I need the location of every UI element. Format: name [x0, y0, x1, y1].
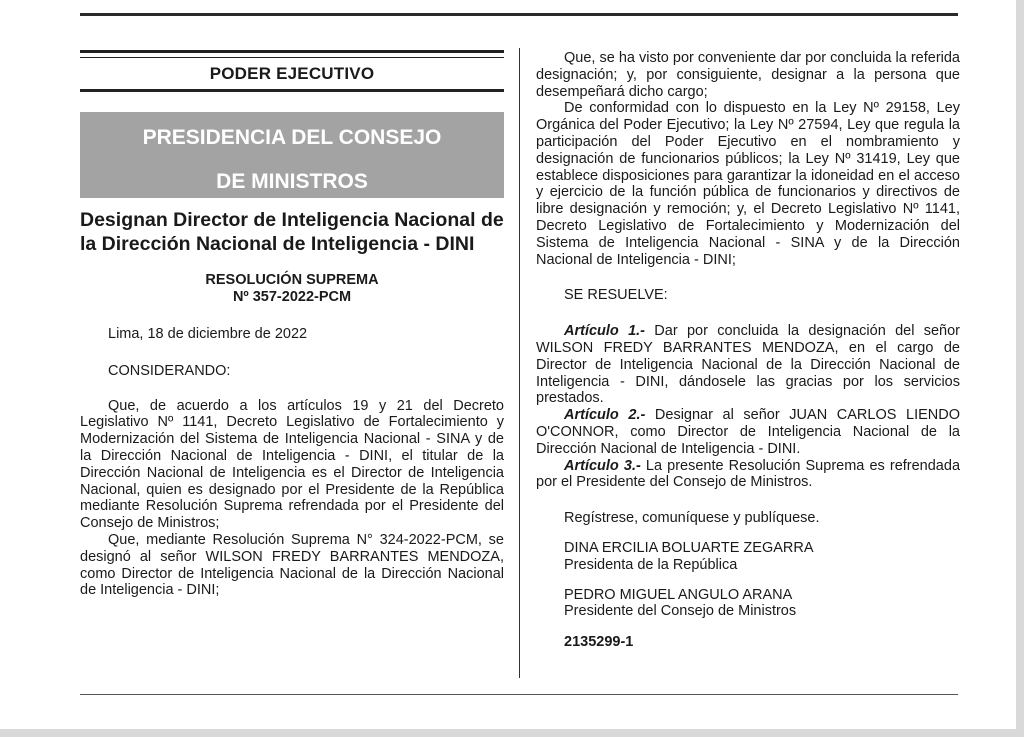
left-column — [80, 50, 504, 599]
right-column — [536, 50, 960, 651]
paragraph: De conformidad con lo dispuesto en la Ley Nº 29158, Ley Orgánica del Poder Ejecutivo; la Ley Nº 27594, Ley que regula la participación del Poder Ejecutivo en el nombramiento y designación de funcionarios públicos; la Ley Nº 31419, Ley que establece disposiciones para garantizar la idoneidad en el acceso y ejercicio de la función pública de funcionarios y directivos de libre designación y remoción; y, el Decreto Legislativo Nº 1141, Decreto Legislativo de Fortalecimiento y Modernización del Sistema de Inteligencia Nacional - SINA y de la Dirección Nacional de Inteligencia - DINI; — [536, 100, 960, 268]
resolution-number: Nº 357-2022-PCM — [232, 289, 352, 305]
article — [536, 458, 960, 492]
article-label: Artículo 2.- — [564, 407, 646, 424]
signatory-title: Presidenta de la República — [564, 556, 738, 573]
signatory-name: PEDRO MIGUEL ANGULO ARANA — [564, 586, 793, 603]
entity-line-1: PRESIDENCIA DEL CONSEJO — [142, 126, 442, 149]
place-date: Lima, 18 de diciembre de 2022 — [108, 326, 308, 342]
considerando-heading: CONSIDERANDO: — [108, 362, 231, 379]
se-resuelve-heading: SE RESUELVE: — [564, 287, 668, 304]
entity-line-2: DE MINISTROS — [216, 170, 368, 193]
paragraph: Que, se ha visto por conveniente dar por concluida la referida designación; y, por consiguiente, designar a la persona que desempeñará dicho cargo; — [536, 50, 960, 100]
top-rule — [80, 13, 958, 16]
article-label: Artículo 1.- — [564, 323, 645, 340]
closing-formula: Regístrese, comuníquese y publíquese. — [564, 510, 820, 527]
column-divider — [519, 48, 520, 678]
entity-banner — [80, 112, 504, 198]
signatory-name: DINA ERCILIA BOLUARTE ZEGARRA — [564, 539, 814, 556]
document-code: 2135299-1 — [564, 634, 634, 651]
article — [536, 323, 960, 407]
resolution-title: RESOLUCIÓN SUPREMA — [205, 272, 379, 288]
article-text: Dar por concluida la designación del señor WILSON FREDY BARRANTES MENDOZA, en el cargo de Director de Inteligencia Nacional de la Dirección Nacional de Inteligencia - DINI, dándosele las gracias por los servicios prestados. — [536, 323, 960, 407]
article-text: Designar al señor JUAN CARLOS LIENDO O'CONNOR, como Director de Inteligencia Nacional de la Dirección Nacional de Inteligencia - DINI. — [536, 407, 960, 457]
article-text: La presente Resolución Suprema es refrendada por el Presidente del Consejo de Ministros. — [536, 457, 961, 491]
headline: Designan Director de Inteligencia Nacional de la Dirección Nacional de Inteligencia - DINI — [80, 209, 504, 255]
bottom-rule — [80, 694, 958, 695]
article — [536, 407, 960, 457]
signatory-title: Presidente del Consejo de Ministros — [564, 603, 797, 620]
paragraph: Que, mediante Resolución Suprema N° 324-2022-PCM, se designó al señor WILSON FREDY BARRANTES MENDOZA, como Director de Inteligencia Nacional de la Dirección Nacional de Inteligencia - DINI; — [80, 531, 504, 599]
section-heading: PODER EJECUTIVO — [80, 58, 504, 92]
paragraph: Que, de acuerdo a los artículos 19 y 21 del Decreto Legislativo Nº 1141, Decreto Legislativo de Fortalecimiento y Modernización del Sistema de Inteligencia Nacional - SINA y de la Dirección Nacional de Inteligencia - DINI, el titular de la Dirección Nacional de Inteligencia es el Director de Inteligencia Nacional, quien es designado por el Presidente de la República mediante Resolución Suprema refrendada por el Presidente del Consejo de Ministros; — [80, 397, 504, 532]
section-rule — [80, 50, 504, 58]
article-label: Artículo 3.- — [564, 457, 641, 474]
